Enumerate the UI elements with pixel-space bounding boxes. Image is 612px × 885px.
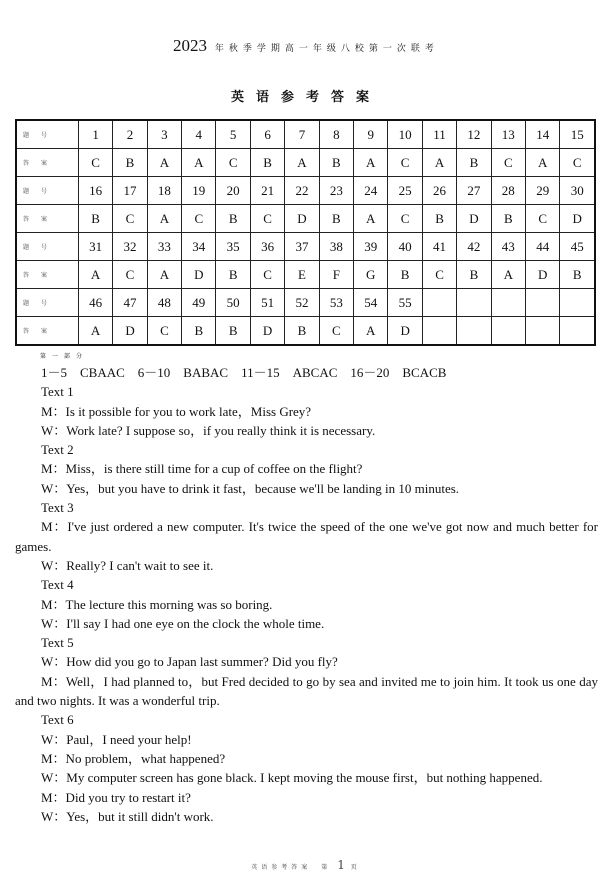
row-label: 答案 (16, 205, 78, 233)
question-number-cell: 1 (78, 120, 112, 149)
question-number-cell: 19 (182, 177, 216, 205)
question-number-cell: 23 (319, 177, 353, 205)
answer-cell: B (78, 205, 112, 233)
question-number-cell: 27 (457, 177, 491, 205)
answer-cell: D (526, 261, 560, 289)
answer-cell: A (354, 149, 388, 177)
question-number-cell: 24 (354, 177, 388, 205)
question-number-cell (560, 289, 595, 317)
answer-cell: B (457, 149, 491, 177)
question-number-cell: 43 (491, 233, 525, 261)
answer-cell (560, 317, 595, 346)
transcript-line: W：Yes，but it still didn't work. (41, 808, 214, 824)
answer-cell: A (147, 149, 181, 177)
answer-cell: C (526, 205, 560, 233)
question-number-cell: 11 (422, 120, 456, 149)
answer-cell: B (491, 205, 525, 233)
question-number-cell: 50 (216, 289, 250, 317)
question-number-cell: 31 (78, 233, 112, 261)
question-number-cell (526, 289, 560, 317)
question-number-cell: 12 (457, 120, 491, 149)
table-row (16, 149, 595, 177)
answer-cell: D (388, 317, 422, 346)
question-number-cell: 21 (250, 177, 284, 205)
question-number-cell: 20 (216, 177, 250, 205)
table-row (16, 177, 595, 205)
year: 2023 (173, 36, 208, 55)
answer-cell: B (560, 261, 595, 289)
answer-table (15, 119, 596, 346)
question-number-cell: 26 (422, 177, 456, 205)
question-number-cell: 33 (147, 233, 181, 261)
question-number-cell: 8 (319, 120, 353, 149)
text-heading: Text 3 (41, 500, 74, 516)
question-number-cell: 45 (560, 233, 595, 261)
question-number-cell: 4 (182, 120, 216, 149)
answer-cell: C (422, 261, 456, 289)
row-label: 题号 (16, 177, 78, 205)
question-number-cell: 17 (113, 177, 147, 205)
answer-cell: C (182, 205, 216, 233)
transcript-line: M：Well，I had planned to，but Fred decided to go by sea and invited me to join him. It took us one day and two nights. It was a wonderful trip. (15, 673, 598, 709)
footer-text: 英语参考答案 (251, 864, 312, 871)
transcript-line: M：Miss，is there still time for a cup of coffee on the flight? (41, 461, 363, 477)
text-heading: Text 1 (41, 384, 74, 400)
question-number-cell (491, 289, 525, 317)
section-label: 第一部分 (40, 353, 89, 360)
answer-cell: C (113, 205, 147, 233)
row-label: 答案 (16, 317, 78, 346)
transcript-line: 1－5 CBAAC 6－10 BABAC 11－15 ABCAC 16－20 BCACB (41, 365, 447, 380)
row-label: 答案 (16, 261, 78, 289)
table-row (16, 289, 595, 317)
transcript-line: M：Is it possible for you to work late，Miss Grey? (41, 403, 312, 419)
question-number-cell: 6 (250, 120, 284, 149)
question-number-cell: 7 (285, 120, 319, 149)
answer-cell: C (147, 317, 181, 346)
question-number-cell: 16 (78, 177, 112, 205)
page-title: 英语参考答案 (230, 90, 381, 105)
answer-cell: B (182, 317, 216, 346)
row-label: 题号 (16, 289, 78, 317)
transcript-line: M：No problem，what happened? (41, 750, 226, 766)
answer-cell: C (216, 149, 250, 177)
page-number: 1 (337, 858, 345, 872)
answer-cell: G (354, 261, 388, 289)
question-number-cell: 25 (388, 177, 422, 205)
text-heading: Text 5 (41, 635, 74, 651)
answer-cell: A (526, 149, 560, 177)
answer-cell: F (319, 261, 353, 289)
answer-cell: B (113, 149, 147, 177)
transcript-line: M：Did you try to restart it? (41, 789, 191, 805)
answer-cell: B (285, 317, 319, 346)
question-number-cell: 9 (354, 120, 388, 149)
question-number-cell: 47 (113, 289, 147, 317)
question-number-cell: 32 (113, 233, 147, 261)
answer-cell (422, 317, 456, 346)
question-number-cell: 35 (216, 233, 250, 261)
question-number-cell: 2 (113, 120, 147, 149)
question-number-cell: 15 (560, 120, 595, 149)
answer-cell: A (78, 261, 112, 289)
question-number-cell: 22 (285, 177, 319, 205)
transcript-line: M：The lecture this morning was so boring. (41, 596, 273, 612)
answer-cell: C (78, 149, 112, 177)
transcript-line: W：Really? I can't wait to see it. (41, 557, 214, 573)
question-number-cell: 10 (388, 120, 422, 149)
question-number-cell: 54 (354, 289, 388, 317)
table-row (16, 317, 595, 346)
question-number-cell: 49 (182, 289, 216, 317)
question-number-cell: 30 (560, 177, 595, 205)
question-number-cell: 14 (526, 120, 560, 149)
answer-cell: A (147, 261, 181, 289)
answer-cell: C (250, 261, 284, 289)
question-number-cell: 55 (388, 289, 422, 317)
answer-cell: B (388, 261, 422, 289)
answer-cell: C (113, 261, 147, 289)
answer-cell: B (422, 205, 456, 233)
answer-cell: C (388, 149, 422, 177)
table-row (16, 120, 595, 149)
table-row (16, 233, 595, 261)
answer-cell: D (457, 205, 491, 233)
exam-subtitle: 年秋季学期高一年级八校第一次联考 (214, 44, 439, 54)
row-label: 题号 (16, 233, 78, 261)
question-number-cell: 13 (491, 120, 525, 149)
transcript-line: W：Yes，but you have to drink it fast，because we'll be landing in 10 minutes. (41, 480, 460, 496)
row-label: 题号 (16, 120, 78, 149)
question-number-cell: 51 (250, 289, 284, 317)
answer-cell: A (354, 317, 388, 346)
answer-cell: B (250, 149, 284, 177)
answer-cell: B (216, 205, 250, 233)
question-number-cell: 5 (216, 120, 250, 149)
answer-cell: A (285, 149, 319, 177)
question-number-cell: 53 (319, 289, 353, 317)
question-number-cell: 46 (78, 289, 112, 317)
answer-cell: B (319, 205, 353, 233)
listening-transcript (15, 363, 598, 826)
answer-cell: E (285, 261, 319, 289)
question-number-cell: 29 (526, 177, 560, 205)
question-number-cell: 34 (182, 233, 216, 261)
row-label: 答案 (16, 149, 78, 177)
answer-cell: B (457, 261, 491, 289)
answer-cell (526, 317, 560, 346)
question-number-cell: 41 (422, 233, 456, 261)
question-number-cell: 3 (147, 120, 181, 149)
transcript-line: W：Paul，I need your help! (41, 731, 192, 747)
text-heading: Text 4 (41, 577, 74, 593)
answer-cell: A (78, 317, 112, 346)
answer-cell: C (388, 205, 422, 233)
exam-header (0, 36, 612, 56)
question-number-cell: 38 (319, 233, 353, 261)
answer-cell: C (319, 317, 353, 346)
question-number-cell: 40 (388, 233, 422, 261)
question-number-cell: 44 (526, 233, 560, 261)
text-heading: Text 6 (41, 712, 74, 728)
answer-cell: B (216, 317, 250, 346)
answer-cell: D (285, 205, 319, 233)
transcript-line: W：How did you go to Japan last summer? Did you fly? (41, 654, 338, 670)
question-number-cell: 52 (285, 289, 319, 317)
answer-cell: C (250, 205, 284, 233)
answer-cell: D (113, 317, 147, 346)
answer-cell: B (216, 261, 250, 289)
question-number-cell: 36 (250, 233, 284, 261)
table-row (16, 205, 595, 233)
footer-prefix: 第 (321, 864, 332, 871)
answer-cell (491, 317, 525, 346)
answer-cell: A (491, 261, 525, 289)
question-number-cell: 48 (147, 289, 181, 317)
answer-cell: A (422, 149, 456, 177)
answer-cell: D (560, 205, 595, 233)
question-number-cell: 39 (354, 233, 388, 261)
question-number-cell (422, 289, 456, 317)
answer-cell (457, 317, 491, 346)
answer-cell: A (147, 205, 181, 233)
text-heading: Text 2 (41, 442, 74, 458)
footer-suffix: 页 (350, 864, 361, 871)
answer-cell: B (319, 149, 353, 177)
answer-cell: C (491, 149, 525, 177)
question-number-cell: 42 (457, 233, 491, 261)
question-number-cell: 18 (147, 177, 181, 205)
transcript-line: W：I'll say I had one eye on the clock the whole time. (41, 615, 325, 631)
transcript-line: W：My computer screen has gone black. I kept moving the mouse first，but nothing happened. (41, 770, 543, 786)
answer-cell: D (182, 261, 216, 289)
table-row (16, 261, 595, 289)
question-number-cell (457, 289, 491, 317)
answer-cell: A (182, 149, 216, 177)
answer-cell: C (560, 149, 595, 177)
answer-cell: D (250, 317, 284, 346)
question-number-cell: 28 (491, 177, 525, 205)
transcript-line: M：I've just ordered a new computer. It's twice the speed of the one we've got now and much better for games. (15, 519, 598, 554)
page-footer (0, 858, 612, 872)
answer-cell: A (354, 205, 388, 233)
transcript-line: W：Work late? I suppose so，if you really think it is necessary. (41, 422, 376, 438)
question-number-cell: 37 (285, 233, 319, 261)
